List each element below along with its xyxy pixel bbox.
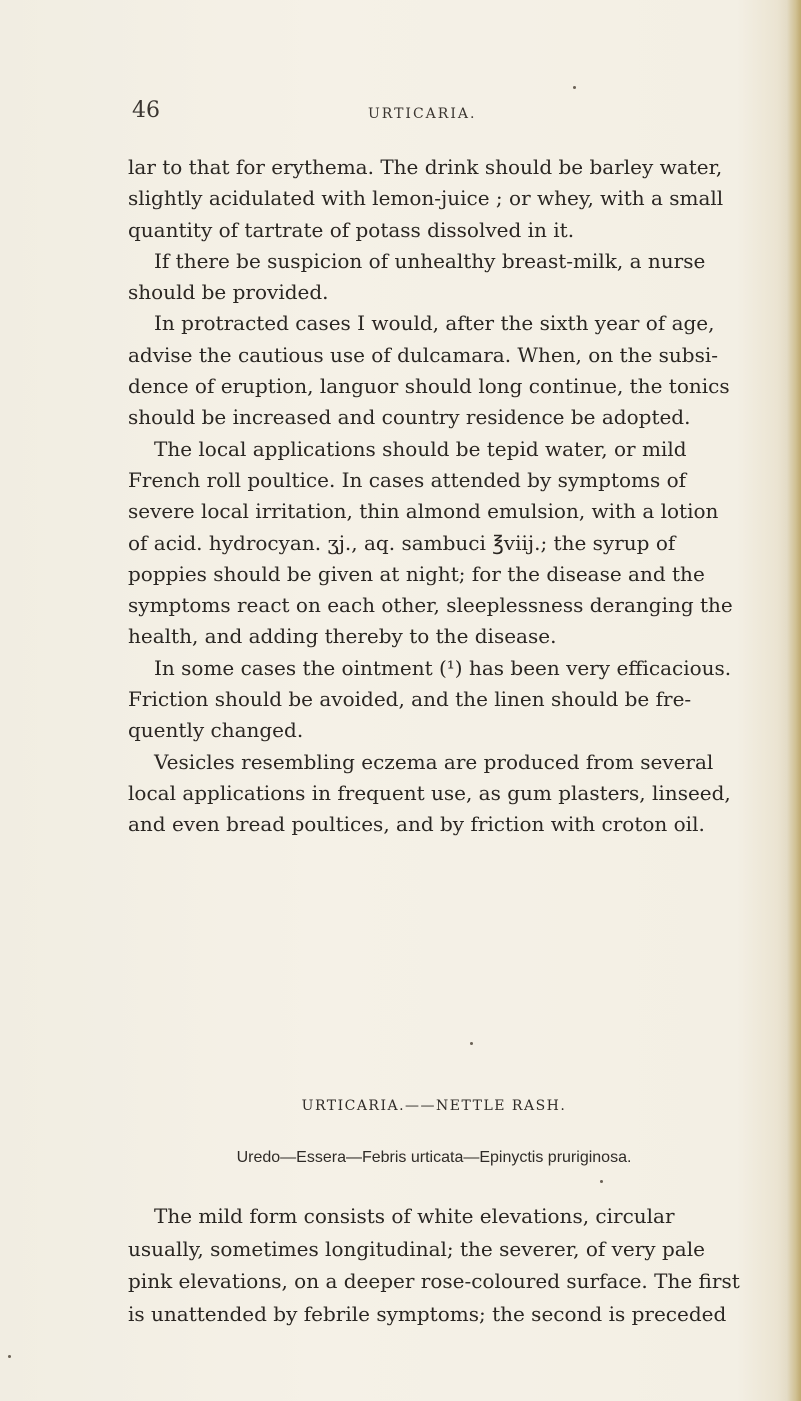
paper-speck xyxy=(8,1355,11,1358)
section-heading: URTICARIA.——NETTLE RASH. xyxy=(301,1098,567,1114)
paper-speck xyxy=(573,86,576,89)
paragraph: The local applications should be tepid water, or mild French roll poultice. In cases attended by symptoms of severe local irritation, thin almond emulsion, with a lotion of acid. hydrocyan. ʒj., aq. sambuci ℥viij.; the syrup of poppies should be given at night; for the disease and the symptoms react on each other, sleeplessness deranging the health, and adding thereby to the disease. xyxy=(128,436,733,649)
paper-speck xyxy=(470,1042,473,1045)
running-head xyxy=(132,98,692,138)
paragraph: In protracted cases I would, after the sixth year of age, advise the cautious use of dulcamara. When, on the subsi- dence of eruption, languor should long continue, the tonics should be increased and country residence be adopted. xyxy=(128,311,730,430)
paper-speck xyxy=(600,1180,603,1183)
page-number: 46 xyxy=(132,98,160,123)
paragraph: In some cases the ointment (¹) has been very efficacious. Friction should be avoided, and the linen should be fre- quently changed. xyxy=(128,655,732,743)
section-synonyms: Uredo—Essera—Febris urticata—Epinyctis pruriginosa. xyxy=(236,1149,632,1166)
paragraph: If there be suspicion of unhealthy breast-milk, a nurse should be provided. xyxy=(128,248,706,305)
page-edge-shadow xyxy=(787,0,801,1401)
paragraph: lar to that for erythema. The drink should be barley water, slightly acidulated with lemon-juice ; or whey, with a small quantity of tartrate of potass dissolved in it. xyxy=(128,155,724,242)
paragraph: The mild form consists of white elevations, circular usually, sometimes longitudinal; the severer, of very pale pink elevations, on a deeper rose-coloured surface. The first is unattended by febrile symptoms; the second is preceded xyxy=(128,1204,740,1326)
section-body xyxy=(128,1200,740,1330)
running-title: URTICARIA. xyxy=(368,106,477,122)
body-text xyxy=(128,152,740,841)
paragraph: Vesicles resembling eczema are produced from several local applications in frequent use, as gum plasters, linseed, and even bread poultices, and by friction with croton oil. xyxy=(128,749,731,837)
